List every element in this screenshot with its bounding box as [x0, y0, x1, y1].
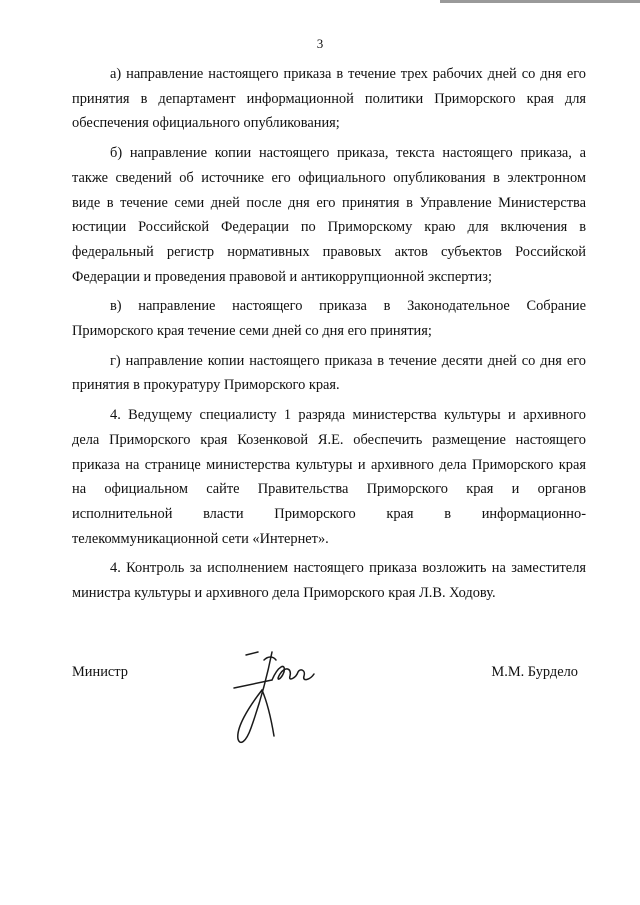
handwritten-signature-icon: [228, 640, 328, 750]
page-number: 3: [316, 36, 324, 51]
paragraph-v: в) направление настоящего приказа в Законодательное Собрание Приморского края течение семи дней со дня его принятия;: [72, 298, 586, 340]
paragraph-item-4-control: 4. Контроль за исполнением настоящего приказа возложить на заместителя министра культуры и архивного дела Приморского края Л.В. Ходову.: [72, 560, 586, 602]
document-body: [72, 62, 586, 611]
paragraph-a: а) направление настоящего приказа в течение трех рабочих дней со дня его принятия в департамент информационной политики Приморского края для обеспечения официального опубликования;: [72, 66, 586, 132]
signatory-title: Министр: [72, 664, 128, 680]
scan-edge-rule: [440, 0, 640, 3]
paragraph-g: г) направление копии настоящего приказа в течение десяти дней со дня его принятия в прокуратуру Приморского края.: [72, 352, 586, 394]
paragraph-item-4-publication: 4. Ведущему специалисту 1 разряда министерства культуры и архивного дела Приморского края Козенковой Я.Е. обеспечить размещение настоящего приказа на странице министерства культуры и архивного дела Приморского края на официальном сайте Правительства Приморского края и органов исполнительной власти Приморского края в информационно-телекоммуникационной сети «Интернет».: [72, 407, 586, 547]
signature-block: [72, 664, 586, 694]
paragraph-b: б) направление копии настоящего приказа, текста настоящего приказа, а также сведений об источнике его официального опубликования в электронном виде в течение семи дней после дня его принятия в Управление Министерства юстиции Российской Федерации по Приморскому краю для включения в федеральный регистр нормативных правовых актов субъектов Российской Федерации и проведения правовой и антикоррупционной экспертиз;: [72, 145, 586, 285]
signatory-name: М.М. Бурдело: [491, 664, 578, 680]
